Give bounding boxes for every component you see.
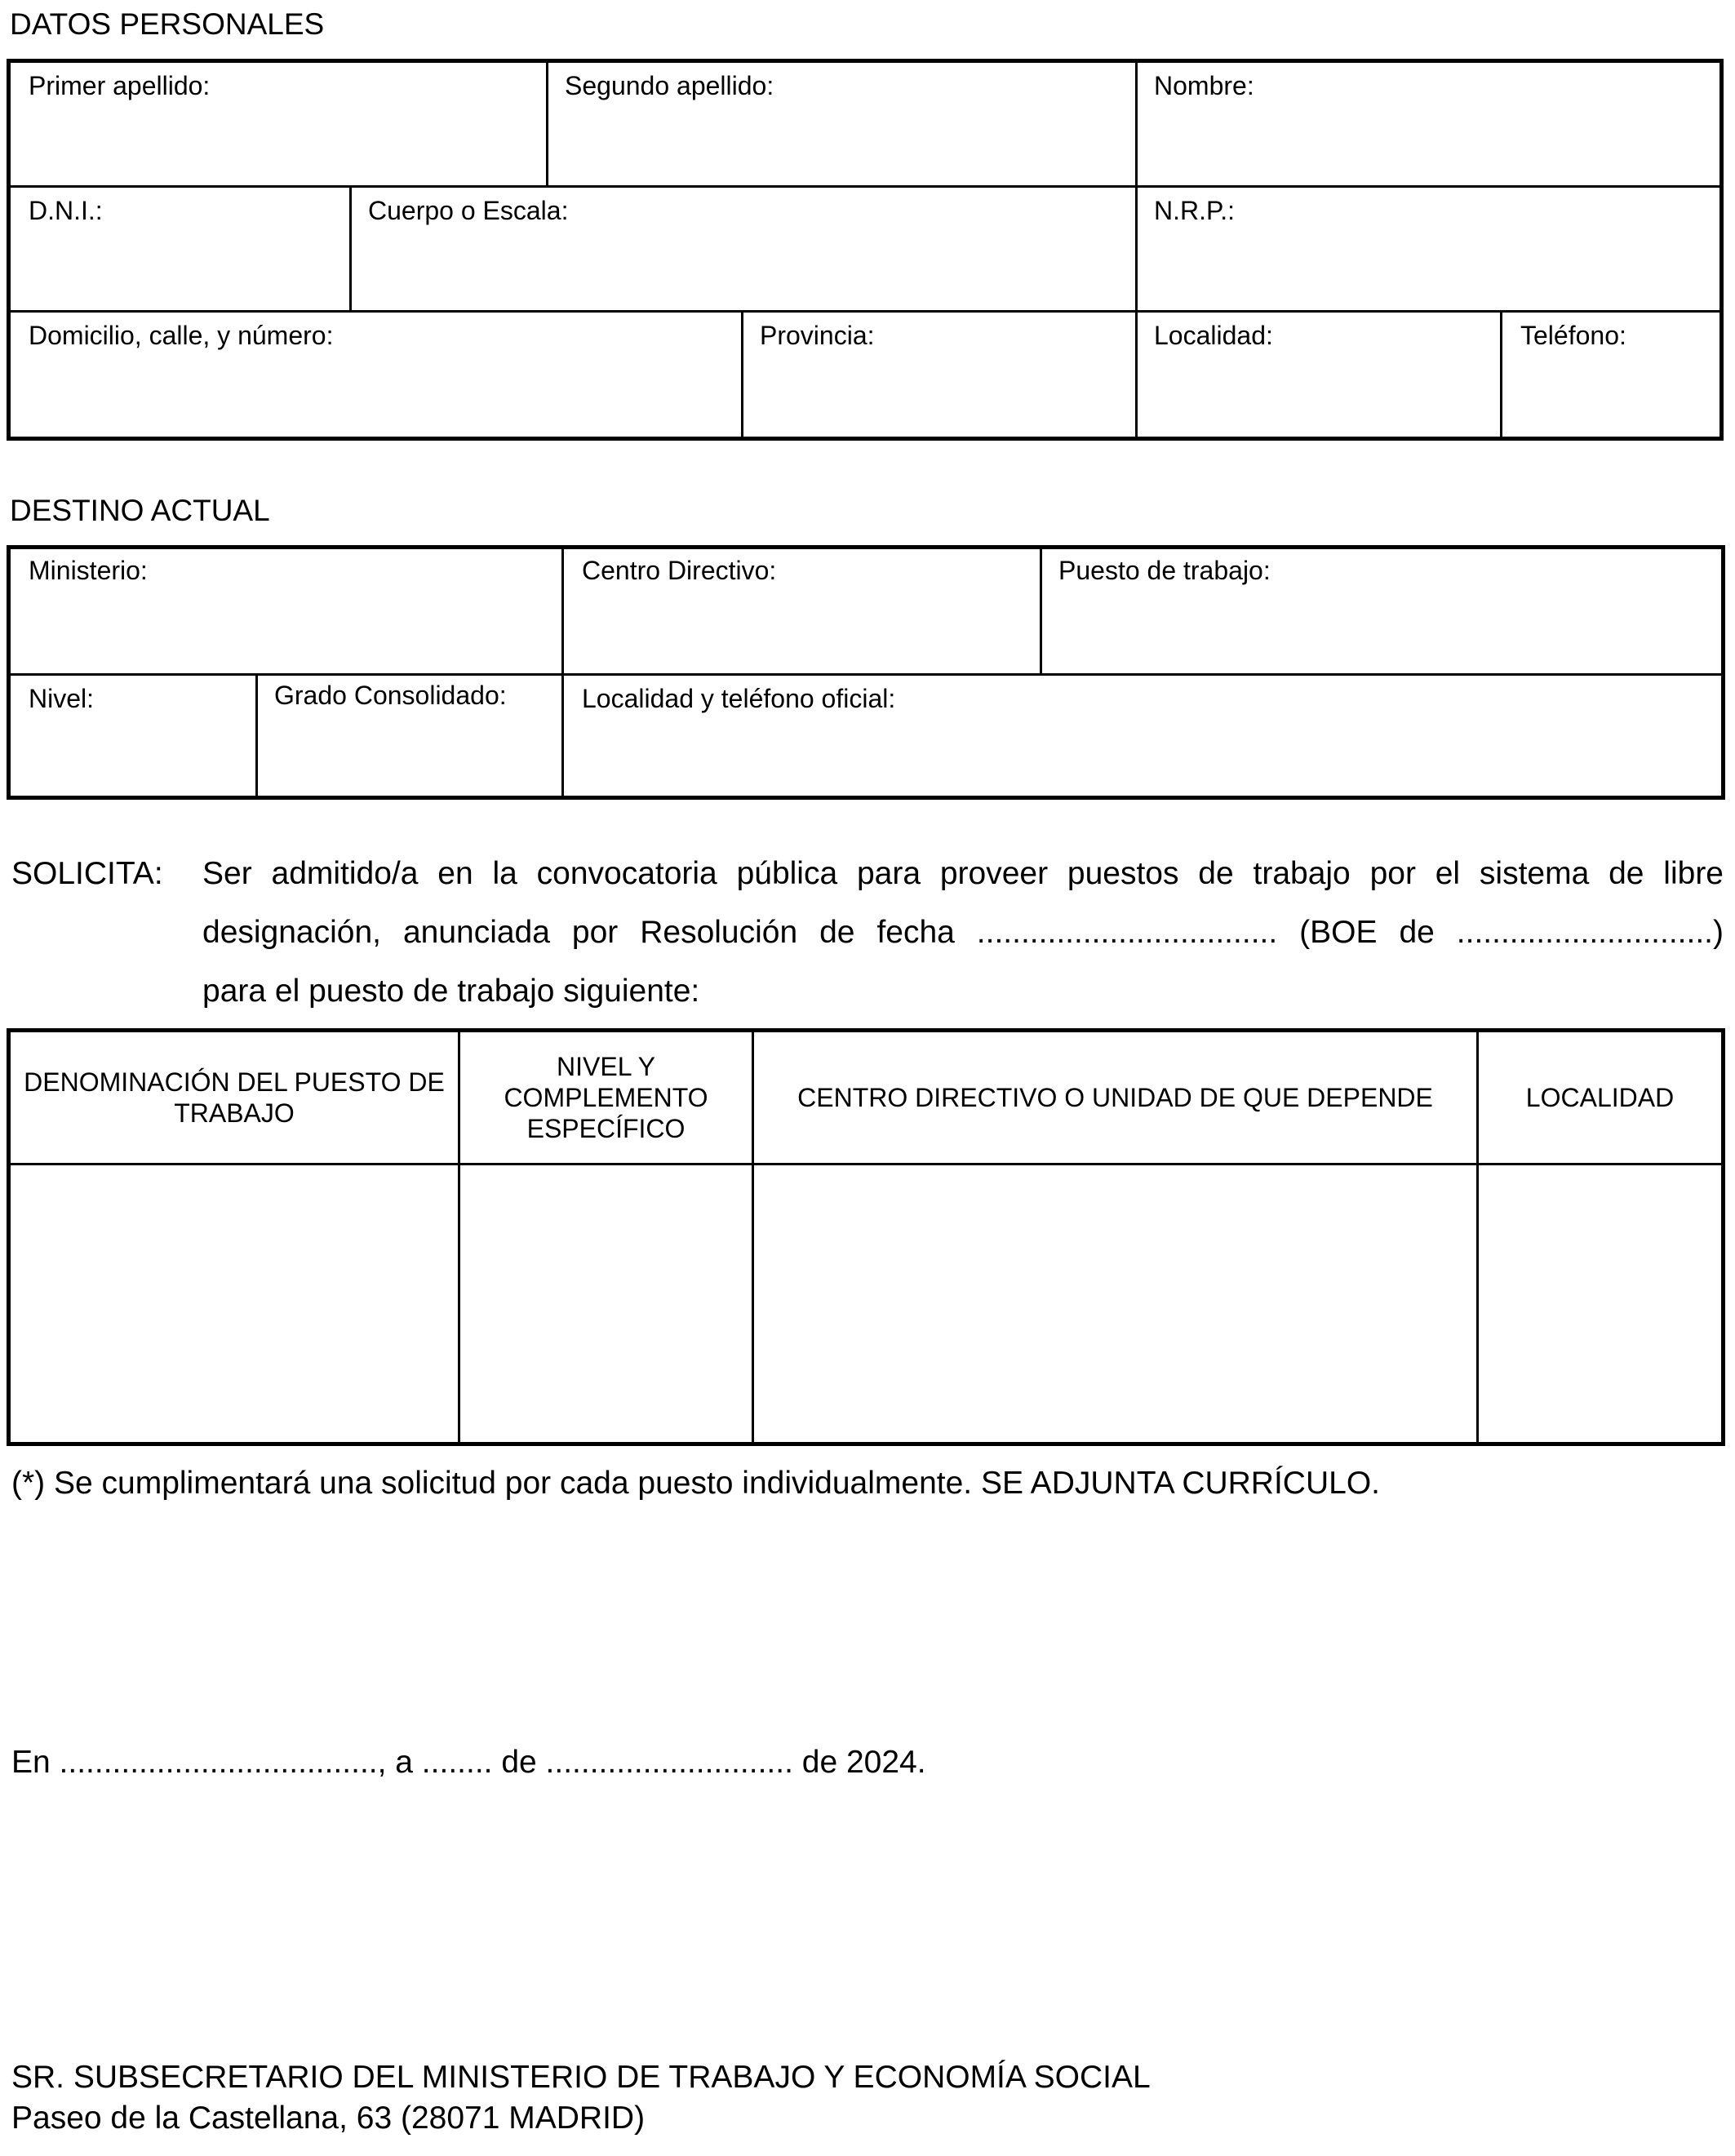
field-label: Domicilio, calle, y número: bbox=[29, 321, 334, 350]
field-localidad[interactable] bbox=[1138, 313, 1500, 437]
section-title-destino-actual: DESTINO ACTUAL bbox=[10, 494, 270, 527]
field-provincia[interactable] bbox=[743, 313, 1135, 437]
destino-actual-box bbox=[7, 545, 1725, 800]
table-header-centro-directivo: CENTRO DIRECTIVO O UNIDAD DE QUE DEPENDE bbox=[797, 1083, 1433, 1112]
field-label: Provincia: bbox=[760, 321, 875, 350]
field-label: Localidad: bbox=[1154, 321, 1273, 350]
table-header-localidad: LOCALIDAD bbox=[1525, 1083, 1675, 1112]
field-domicilio[interactable] bbox=[11, 313, 741, 437]
field-localidad-telefono-oficial[interactable] bbox=[564, 676, 1721, 796]
table-cell-nivel[interactable] bbox=[460, 1165, 752, 1442]
field-primer-apellido[interactable] bbox=[11, 63, 546, 185]
table-header-nivel: NIVEL Y COMPLEMENTO ESPECÍFICO bbox=[504, 1052, 708, 1143]
solicita-line-2: designación, anunciada por Resolución de fecha .................................. (BOE de .............................) bbox=[202, 915, 1724, 950]
solicita-line-1: Ser admitido/a en la convocatoria pública para proveer puestos de trabajo por el sistema de libre bbox=[202, 856, 1724, 891]
field-segundo-apellido[interactable] bbox=[548, 63, 1135, 185]
destinatario-linea-2: Paseo de la Castellana, 63 (28071 MADRID) bbox=[11, 2101, 646, 2136]
field-label: N.R.P.: bbox=[1154, 196, 1235, 225]
field-ministerio[interactable] bbox=[11, 549, 561, 673]
field-label: Ministerio: bbox=[29, 556, 148, 585]
field-label: Primer apellido: bbox=[29, 71, 211, 100]
field-puesto-trabajo[interactable] bbox=[1042, 549, 1721, 673]
field-nombre[interactable] bbox=[1138, 63, 1719, 185]
field-label: Puesto de trabajo: bbox=[1058, 556, 1271, 585]
table-cell-localidad[interactable] bbox=[1479, 1165, 1721, 1442]
field-label: Cuerpo o Escala: bbox=[368, 196, 569, 225]
field-cuerpo-escala[interactable] bbox=[352, 188, 1135, 310]
field-nrp[interactable] bbox=[1138, 188, 1719, 310]
field-label: Nivel: bbox=[29, 684, 95, 713]
field-label: Teléfono: bbox=[1520, 321, 1626, 350]
section-title-datos-personales: DATOS PERSONALES bbox=[10, 7, 325, 41]
datos-personales-box bbox=[7, 59, 1724, 441]
fecha-lugar: En ...................................., a ........ de ............................ de 2024. bbox=[11, 1745, 926, 1780]
table-cell-centro-directivo[interactable] bbox=[754, 1165, 1476, 1442]
field-nivel[interactable] bbox=[11, 676, 255, 796]
destinatario-linea-1: SR. SUBSECRETARIO DEL MINISTERIO DE TRABAJO Y ECONOMÍA SOCIAL bbox=[11, 2060, 1151, 2095]
field-label: Segundo apellido: bbox=[565, 71, 774, 100]
field-label: Grado Consolidado: bbox=[274, 681, 507, 710]
field-label: D.N.I.: bbox=[29, 196, 103, 225]
table-header-denominacion: DENOMINACIÓN DEL PUESTO DE TRABAJO bbox=[24, 1067, 445, 1128]
field-telefono[interactable] bbox=[1502, 313, 1719, 437]
field-label: Nombre: bbox=[1154, 71, 1254, 100]
field-dni[interactable] bbox=[11, 188, 349, 310]
table-cell-denominacion[interactable] bbox=[11, 1165, 458, 1442]
solicita-text bbox=[202, 845, 1724, 1021]
field-label: Localidad y teléfono oficial: bbox=[582, 684, 896, 713]
puestos-table bbox=[7, 1028, 1725, 1446]
solicita-label: SOLICITA: bbox=[11, 856, 163, 891]
footnote: (*) Se cumplimentará una solicitud por cada puesto individualmente. SE ADJUNTA CURRÍCULO. bbox=[11, 1466, 1380, 1501]
field-label: Centro Directivo: bbox=[582, 556, 777, 585]
field-centro-directivo[interactable] bbox=[564, 549, 1040, 673]
solicita-line-3: para el puesto de trabajo siguiente: bbox=[202, 974, 700, 1009]
field-grado-consolidado[interactable] bbox=[258, 676, 561, 796]
